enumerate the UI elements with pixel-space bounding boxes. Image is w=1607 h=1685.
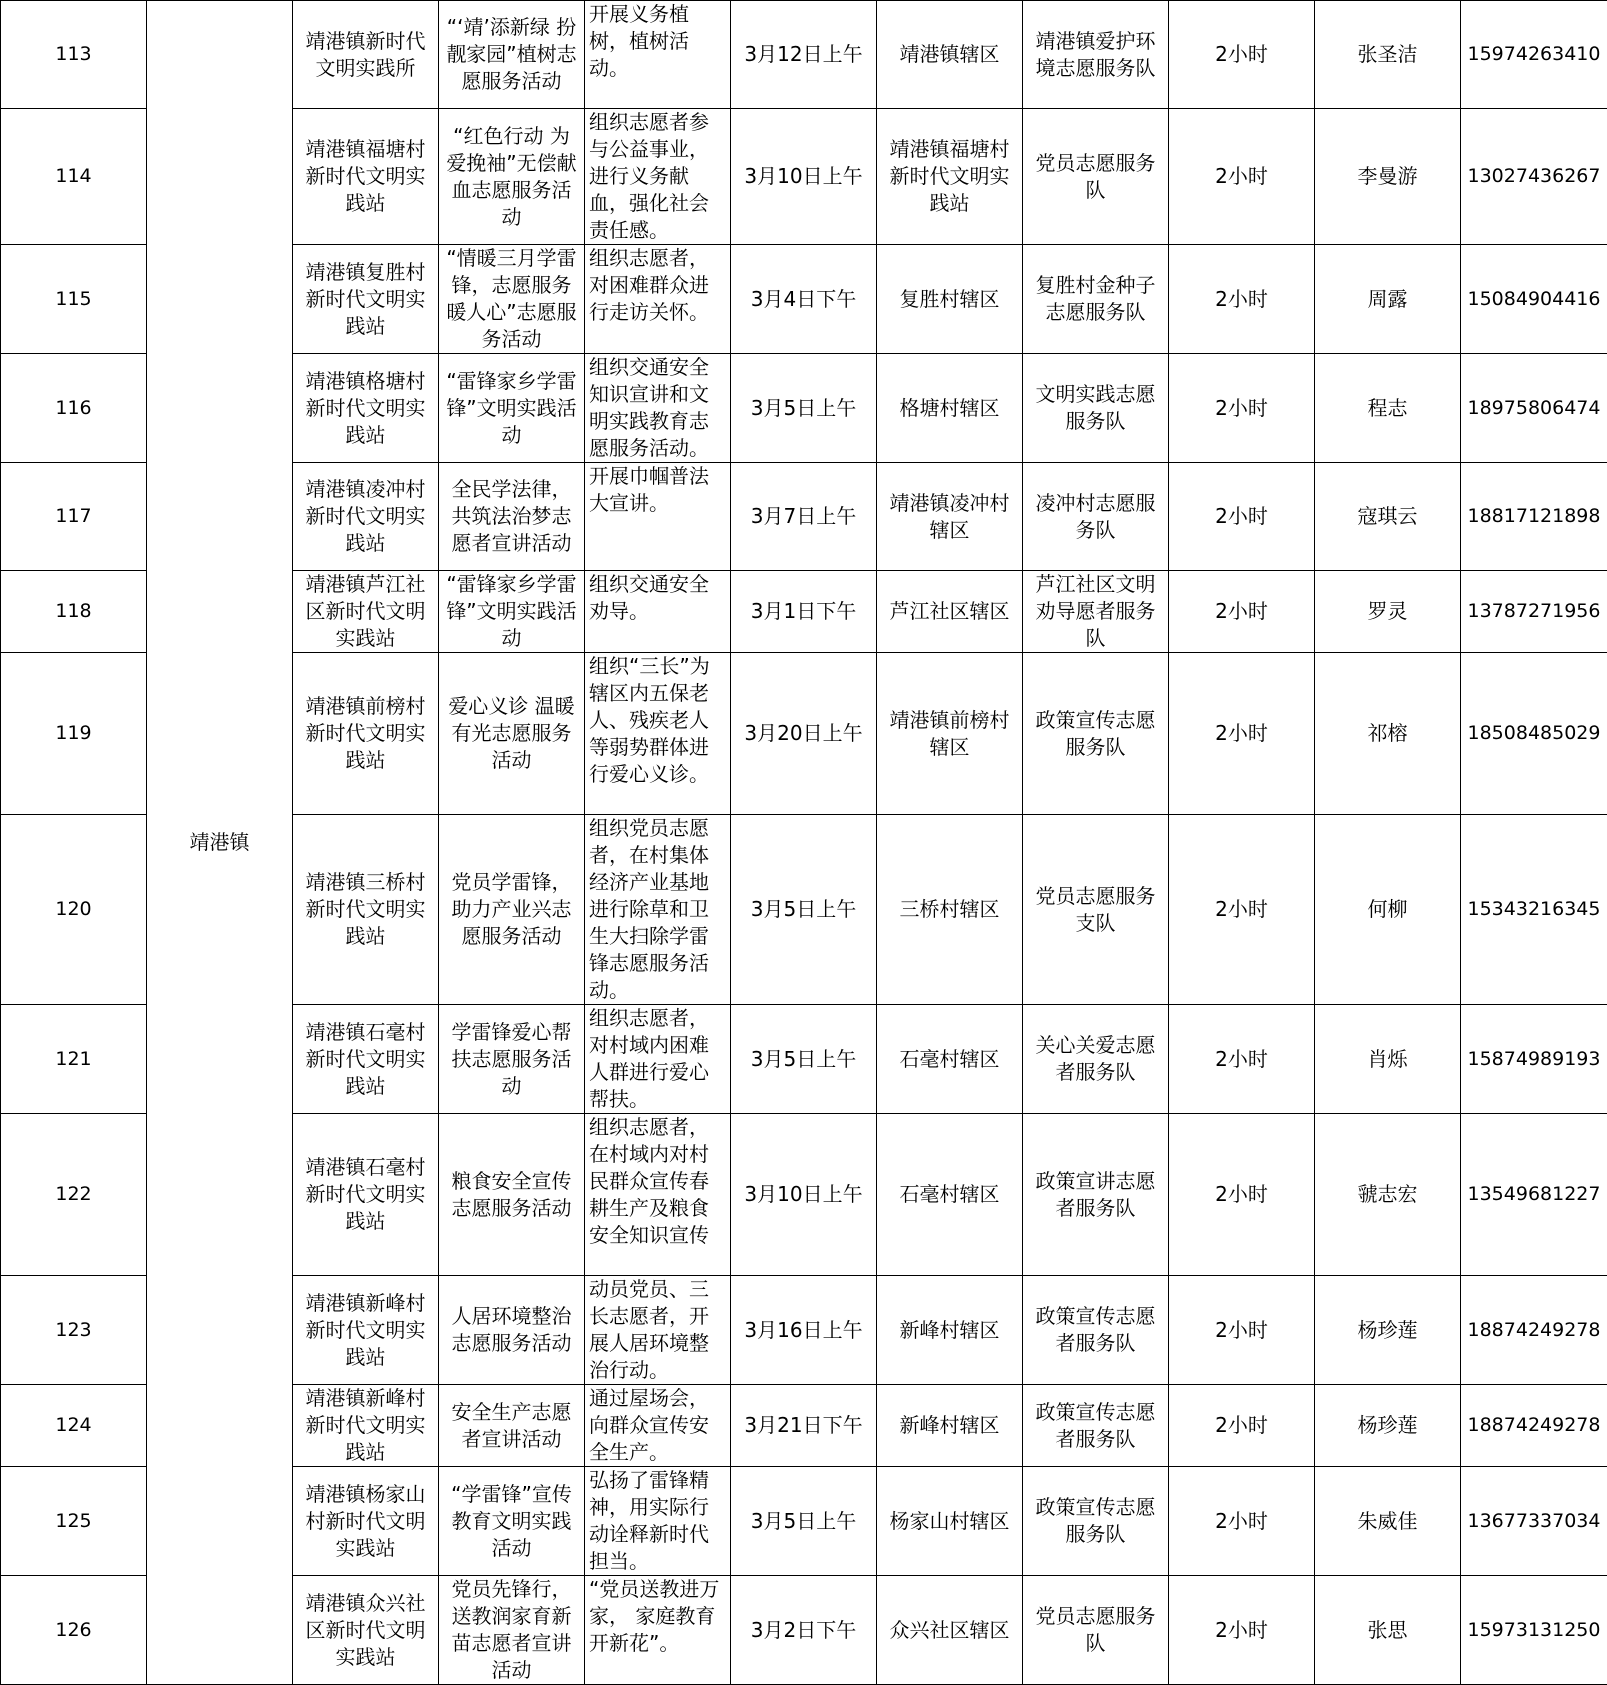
service-team: 政策宣传志愿者服务队 [1023,1276,1169,1385]
duration: 2小时 [1169,1576,1315,1685]
activity-content: 通过屋场会，向群众宣传安全生产。 [585,1385,731,1467]
activity-name: 爱心义诊 温暖有光志愿服务活动 [439,653,585,815]
contact-person: 张圣洁 [1315,1,1461,109]
service-team: 凌冲村志愿服务队 [1023,463,1169,571]
activity-time: 3月4日下午 [731,245,877,354]
activity-name: “学雷锋”宣传教育文明实践活动 [439,1467,585,1576]
contact-person: 张思 [1315,1576,1461,1685]
duration: 2小时 [1169,245,1315,354]
service-team: 关心关爱志愿者服务队 [1023,1005,1169,1114]
duration: 2小时 [1169,1005,1315,1114]
activity-time: 3月5日上午 [731,354,877,463]
activity-place: 众兴社区辖区 [877,1576,1023,1685]
activity-name: 学雷锋爱心帮扶志愿服务活动 [439,1005,585,1114]
contact-person: 寇琪云 [1315,463,1461,571]
row-number: 120 [1,815,147,1005]
unit-name: 靖港镇凌冲村新时代文明实践站 [293,463,439,571]
activity-content: 弘扬了雷锋精神，用实际行动诠释新时代担当。 [585,1467,731,1576]
duration: 2小时 [1169,653,1315,815]
phone-number: 15343216345 [1461,815,1607,1005]
contact-person: 肖烁 [1315,1005,1461,1114]
service-team: 党员志愿服务支队 [1023,815,1169,1005]
contact-person: 周露 [1315,245,1461,354]
activity-content: 动员党员、三长志愿者，开展人居环境整治行动。 [585,1276,731,1385]
service-team: 靖港镇爱护环境志愿服务队 [1023,1,1169,109]
phone-number: 18817121898 [1461,463,1607,571]
activity-place: 新峰村辖区 [877,1276,1023,1385]
unit-name: 靖港镇杨家山村新时代文明实践站 [293,1467,439,1576]
activity-name: 全民学法律，共筑法治梦志愿者宣讲活动 [439,463,585,571]
duration: 2小时 [1169,1385,1315,1467]
unit-name: 靖港镇石毫村新时代文明实践站 [293,1005,439,1114]
phone-number: 13549681227 [1461,1114,1607,1276]
row-number: 116 [1,354,147,463]
unit-name: 靖港镇石毫村新时代文明实践站 [293,1114,439,1276]
activity-name: “‘靖’添新绿 扮靓家园”植树志愿服务活动 [439,1,585,109]
duration: 2小时 [1169,109,1315,245]
activity-content: “党员送教进万家， 家庭教育开新花”。 [585,1576,731,1685]
contact-person: 虢志宏 [1315,1114,1461,1276]
unit-name: 靖港镇新峰村新时代文明实践站 [293,1276,439,1385]
activity-content: 组织“三长”为辖区内五保老人、残疾老人等弱势群体进行爱心义诊。 [585,653,731,815]
phone-number: 18874249278 [1461,1276,1607,1385]
unit-name: 靖港镇众兴社区新时代文明实践站 [293,1576,439,1685]
row-number: 118 [1,571,147,653]
row-number: 123 [1,1276,147,1385]
service-team: 芦江社区文明劝导愿者服务队 [1023,571,1169,653]
activity-content: 组织交通安全劝导。 [585,571,731,653]
activity-name: 安全生产志愿者宣讲活动 [439,1385,585,1467]
activity-content: 组织党员志愿者，在村集体经济产业基地进行除草和卫生大扫除学雷锋志愿服务活动。 [585,815,731,1005]
contact-person: 朱威佳 [1315,1467,1461,1576]
phone-number: 18874249278 [1461,1385,1607,1467]
activity-content: 组织志愿者，对困难群众进行走访关怀。 [585,245,731,354]
activity-content: 开展巾帼普法大宣讲。 [585,463,731,571]
activity-content: 组织志愿者，在村域内对村民群众宣传春耕生产及粮食安全知识宣传 [585,1114,731,1276]
activity-time: 3月10日上午 [731,109,877,245]
duration: 2小时 [1169,815,1315,1005]
activity-name: 党员先锋行，送教润家育新苗志愿者宣讲活动 [439,1576,585,1685]
contact-person: 程志 [1315,354,1461,463]
contact-person: 罗灵 [1315,571,1461,653]
activity-place: 靖港镇福塘村新时代文明实践站 [877,109,1023,245]
contact-person: 李曼游 [1315,109,1461,245]
activity-time: 3月21日下午 [731,1385,877,1467]
activity-content: 组织志愿者，对村域内困难人群进行爱心帮扶。 [585,1005,731,1114]
duration: 2小时 [1169,1,1315,109]
activity-place: 石毫村辖区 [877,1005,1023,1114]
phone-number: 18975806474 [1461,354,1607,463]
service-team: 政策宣讲志愿者服务队 [1023,1114,1169,1276]
phone-number: 13787271956 [1461,571,1607,653]
service-team: 党员志愿服务队 [1023,1576,1169,1685]
activity-name: 人居环境整治志愿服务活动 [439,1276,585,1385]
unit-name: 靖港镇复胜村新时代文明实践站 [293,245,439,354]
contact-person: 杨珍莲 [1315,1385,1461,1467]
activity-name: “雷锋家乡学雷锋”文明实践活动 [439,354,585,463]
phone-number: 15874989193 [1461,1005,1607,1114]
table-row [1,1,1607,109]
activity-time: 3月20日上午 [731,653,877,815]
activity-name: “雷锋家乡学雷锋”文明实践活动 [439,571,585,653]
phone-number: 15973131250 [1461,1576,1607,1685]
contact-person: 何柳 [1315,815,1461,1005]
service-team: 政策宣传志愿服务队 [1023,1467,1169,1576]
service-team: 党员志愿服务队 [1023,109,1169,245]
activity-place: 三桥村辖区 [877,815,1023,1005]
unit-name: 靖港镇前榜村新时代文明实践站 [293,653,439,815]
activity-place: 靖港镇辖区 [877,1,1023,109]
row-number: 126 [1,1576,147,1685]
row-number: 122 [1,1114,147,1276]
activity-time: 3月5日上午 [731,1467,877,1576]
row-number: 113 [1,1,147,109]
unit-name: 靖港镇新时代文明实践所 [293,1,439,109]
phone-number: 18508485029 [1461,653,1607,815]
activity-content: 组织交通安全知识宣讲和文明实践教育志愿服务活动。 [585,354,731,463]
activity-time: 3月2日下午 [731,1576,877,1685]
activity-time: 3月1日下午 [731,571,877,653]
service-team: 文明实践志愿服务队 [1023,354,1169,463]
row-number: 115 [1,245,147,354]
phone-number: 13677337034 [1461,1467,1607,1576]
activity-name: “情暖三月学雷锋，志愿服务暖人心”志愿服务活动 [439,245,585,354]
duration: 2小时 [1169,1114,1315,1276]
activity-name: 粮食安全宣传志愿服务活动 [439,1114,585,1276]
row-number: 121 [1,1005,147,1114]
contact-person: 杨珍莲 [1315,1276,1461,1385]
activity-place: 石毫村辖区 [877,1114,1023,1276]
duration: 2小时 [1169,1467,1315,1576]
activity-place: 靖港镇凌冲村辖区 [877,463,1023,571]
unit-name: 靖港镇新峰村新时代文明实践站 [293,1385,439,1467]
unit-name: 靖港镇福塘村新时代文明实践站 [293,109,439,245]
row-number: 125 [1,1467,147,1576]
duration: 2小时 [1169,1276,1315,1385]
service-team: 复胜村金种子志愿服务队 [1023,245,1169,354]
activity-place: 复胜村辖区 [877,245,1023,354]
phone-number: 15084904416 [1461,245,1607,354]
service-team: 政策宣传志愿者服务队 [1023,1385,1169,1467]
phone-number: 13027436267 [1461,109,1607,245]
activity-content: 组织志愿者参与公益事业，进行义务献血，强化社会责任感。 [585,109,731,245]
row-number: 114 [1,109,147,245]
unit-name: 靖港镇芦江社区新时代文明实践站 [293,571,439,653]
unit-name: 靖港镇格塘村新时代文明实践站 [293,354,439,463]
row-number: 117 [1,463,147,571]
duration: 2小时 [1169,571,1315,653]
phone-number: 15974263410 [1461,1,1607,109]
activity-place: 新峰村辖区 [877,1385,1023,1467]
activity-name: 党员学雷锋，助力产业兴志愿服务活动 [439,815,585,1005]
activity-time: 3月16日上午 [731,1276,877,1385]
town-name: 靖港镇 [147,1,293,1685]
row-number: 119 [1,653,147,815]
activity-time: 3月7日上午 [731,463,877,571]
activity-time: 3月10日上午 [731,1114,877,1276]
activity-place: 靖港镇前榜村辖区 [877,653,1023,815]
unit-name: 靖港镇三桥村新时代文明实践站 [293,815,439,1005]
activity-place: 格塘村辖区 [877,354,1023,463]
activity-time: 3月12日上午 [731,1,877,109]
duration: 2小时 [1169,354,1315,463]
activity-time: 3月5日上午 [731,1005,877,1114]
contact-person: 祁榕 [1315,653,1461,815]
activity-content: 开展义务植树，植树活动。 [585,1,731,109]
activity-place: 杨家山村辖区 [877,1467,1023,1576]
duration: 2小时 [1169,463,1315,571]
activity-time: 3月5日上午 [731,815,877,1005]
activity-name: “红色行动 为爱挽袖”无偿献血志愿服务活动 [439,109,585,245]
activity-place: 芦江社区辖区 [877,571,1023,653]
row-number: 124 [1,1385,147,1467]
service-team: 政策宣传志愿服务队 [1023,653,1169,815]
